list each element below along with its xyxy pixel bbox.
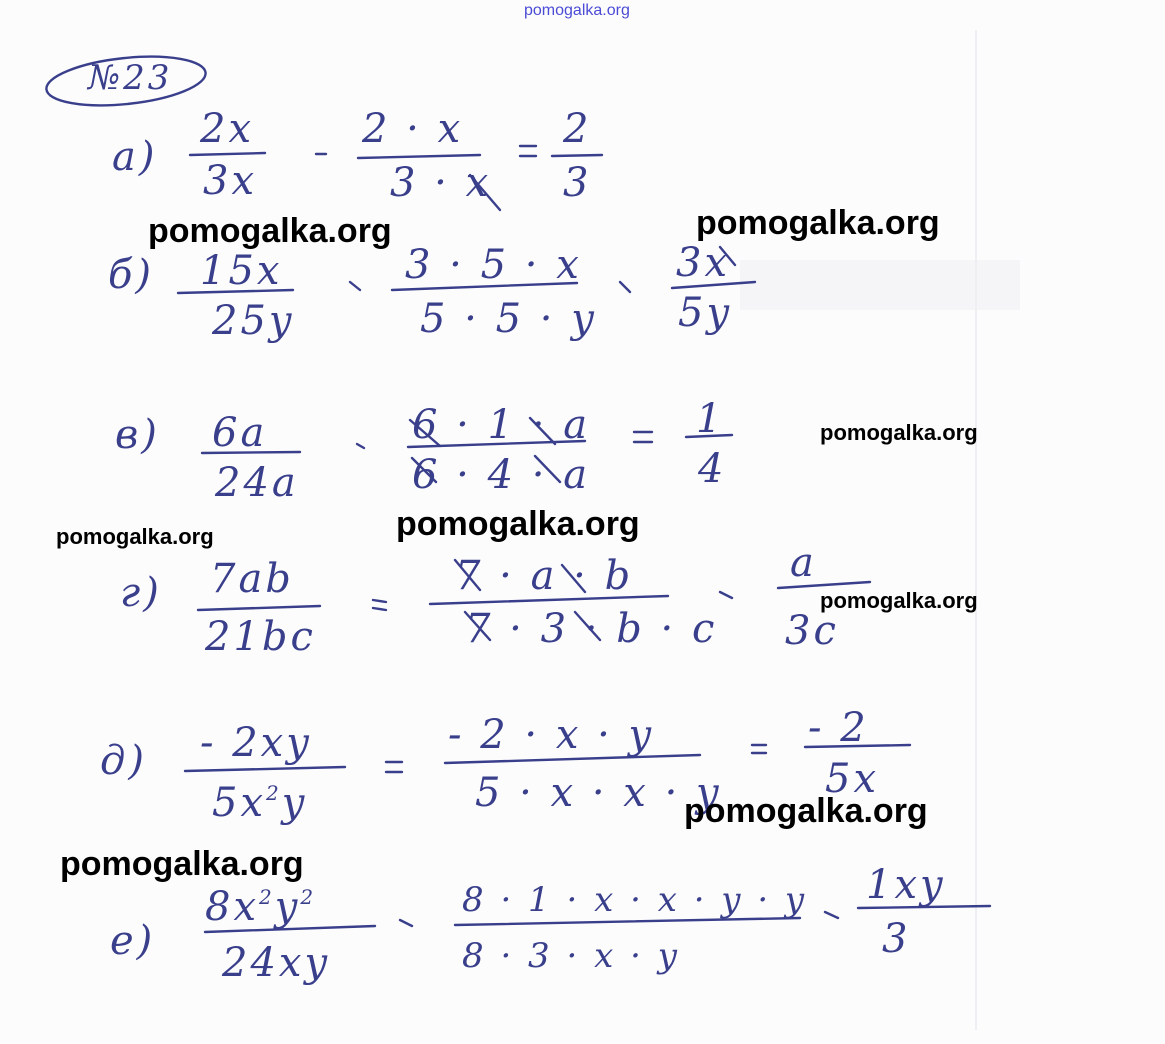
item-d-lhs-den-tail: y <box>281 780 308 826</box>
item-e-lhs-num-a: 8x <box>205 884 260 930</box>
item-g-lhs-numerator: 7ab <box>210 556 294 602</box>
item-e-lhs-denominator: 24xy <box>222 940 331 986</box>
item-g-mid-denominator: 7 · 3 · b · c <box>465 606 718 652</box>
item-g-result-numerator: a <box>790 540 817 586</box>
item-d-mid-numerator: - 2 · x · y <box>448 712 655 758</box>
item-a-mid-numerator: 2 · x <box>362 106 464 152</box>
item-e-lhs-num-exp2: 2 <box>300 885 317 909</box>
item-d-label: д) <box>100 738 147 784</box>
item-v-lhs-denominator: 24a <box>215 460 299 506</box>
item-e-mid-numerator: 8 · 1 · x · x · y · y <box>462 880 808 920</box>
problem-number: №23 <box>88 58 173 98</box>
item-v-lhs-numerator: 6a <box>212 410 268 456</box>
item-v-mid-numerator: 6 · 1 · a <box>412 402 591 448</box>
item-e-label: е) <box>110 918 156 964</box>
item-v-result-denominator: 4 <box>698 446 727 492</box>
item-e-lhs-num-exp1: 2 <box>259 885 275 909</box>
item-a-result-denominator: 3 <box>563 160 592 206</box>
watermark: pomogalka.org <box>684 792 928 830</box>
item-e-lhs-num-b: y <box>274 884 301 930</box>
item-g-result-denominator: 3c <box>785 608 839 654</box>
item-v-label: в) <box>115 412 160 458</box>
item-b-mid-denominator: 5 · 5 · y <box>420 296 597 342</box>
item-v-mid-denominator: 6 · 4 · a <box>412 452 591 498</box>
item-e-lhs-numerator <box>205 884 316 930</box>
item-d-result-numerator: - 2 <box>808 705 869 751</box>
item-e-mid-denominator: 8 · 3 · x · y <box>462 936 680 976</box>
item-d-mid-denominator: 5 · x · x · y <box>475 770 722 816</box>
watermark: pomogalka.org <box>148 212 392 250</box>
item-d-lhs-den-base: 5x <box>212 780 267 826</box>
item-d-result-denominator: 5x <box>825 756 880 802</box>
site-header: pomogalka.org <box>524 2 630 19</box>
watermark: pomogalka.org <box>396 505 640 543</box>
watermark: pomogalka.org <box>60 845 304 883</box>
item-b-result-numerator: 3x <box>676 240 731 286</box>
watermark: pomogalka.org <box>820 588 978 613</box>
item-d-lhs-den-exponent: 2 <box>266 781 282 805</box>
item-a-lhs-numerator: 2x <box>200 106 255 152</box>
item-e-result-numerator: 1xy <box>866 862 946 908</box>
item-b-lhs-denominator: 25y <box>212 298 295 344</box>
item-a-lhs-denominator: 3x <box>203 158 258 204</box>
item-a-label: а) <box>112 134 158 180</box>
item-a-mid-denominator: 3 · x <box>390 160 492 206</box>
item-b-result-denominator: 5y <box>678 290 733 336</box>
item-g-mid-numerator: 7 · a · b <box>455 553 634 599</box>
item-a-result-numerator: 2 <box>563 106 592 152</box>
item-d-lhs-denominator <box>212 780 307 826</box>
item-d-lhs-numerator: - 2xy <box>200 720 312 766</box>
item-e-result-denominator: 3 <box>882 916 911 962</box>
item-b-label: б) <box>108 252 155 298</box>
item-b-lhs-numerator: 15x <box>200 248 283 294</box>
item-g-label: г) <box>120 570 162 616</box>
watermark: pomogalka.org <box>820 420 978 445</box>
item-b-mid-numerator: 3 · 5 · x <box>405 242 582 288</box>
watermark: pomogalka.org <box>56 524 214 549</box>
item-v-result-numerator: 1 <box>696 396 725 442</box>
watermark: pomogalka.org <box>696 204 940 242</box>
item-g-lhs-denominator: 21bc <box>205 614 316 660</box>
